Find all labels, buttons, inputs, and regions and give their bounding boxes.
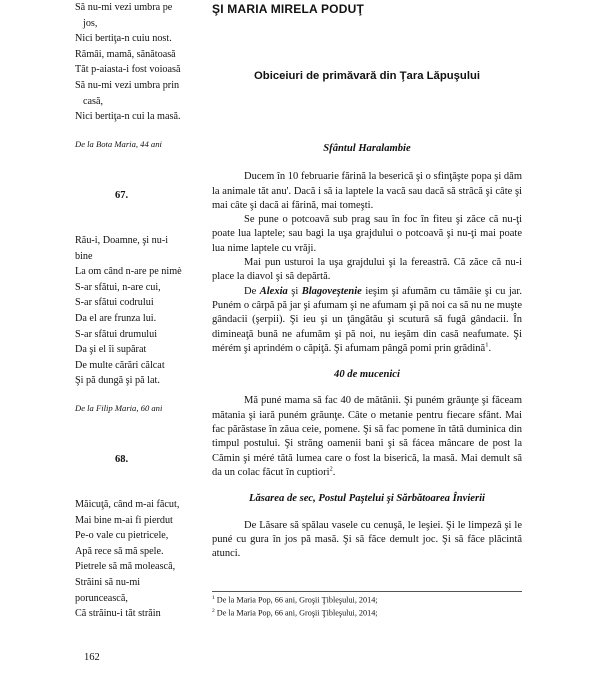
feast-name: Alexia (259, 285, 288, 297)
section-heading: Sfântul Haralambie (323, 143, 411, 154)
poem-line: Mai bine m-ai fi pierdut (75, 514, 173, 526)
poem-line: bine (75, 250, 93, 262)
poem-line: La om când n-are pe nimè (75, 266, 182, 278)
poem-line: Străini să nu-mi (75, 577, 141, 589)
poem-line: Măicuţă, când m-ai făcut, (75, 499, 180, 511)
footnote-ref: 1 (485, 341, 489, 349)
left-column-poems (75, 0, 200, 622)
footnote-text: De la Maria Pop, 66 ani, Groşii Ţibleşului, 2014; (216, 608, 378, 618)
poem-line: Da şi el îi supărat (75, 344, 147, 356)
poem-line: Da el are frunza lui. (75, 312, 157, 324)
poem-line: Nici bertiţa-n cuiu nost. (75, 33, 172, 45)
poem-line: Să nu-mi vezi umbra prin (75, 79, 180, 91)
poem-66-tail (75, 0, 200, 152)
footnote (212, 593, 522, 606)
page-number: 162 (84, 652, 100, 663)
paragraph: De Alexia şi Blagoveştenie ieşim şi afumăm cu tămâie şi cu jar. Puném o cârpă pă jar şi afumam şi ne afumam şi pă noi ca să nu ne muşte gândacii (şerpii). Şi ieu şi un ţângătău şi scutură să fugă gândacii. În dimineaţă bună ne afumăm şi pă noi, nu ieşăm din casă neafumate. Şi mérém şi aprindém o căpiţă. Şi afumam pângă pomi prin grădină$^1$. (212, 285, 522, 354)
main-column (212, 100, 522, 561)
section-heading: Lăsarea de sec, Postul Paştelui şi Sărbătoarea Învierii (248, 493, 485, 505)
poem-line: Că străinu-i tăt străin (75, 608, 161, 620)
feast-name: Blagoveştenie (301, 285, 362, 297)
poem-number: 67. (115, 190, 129, 202)
running-header-author: ŞI MARIA MIRELA PODUŢ (212, 2, 364, 16)
paragraph: Mă puné mama să fac 40 de mătănii. Şi puném grăunţe şi făceam mătania şi iară puném grăunţe. Câte o metanie pentru fiecare sfânt. Mai fac părăstase în zăua ceie, pomene. Şi să fac pomene în tătă duminica din timpul postului. Şi străng oamenii bani şi să fácea mâncare de post la Cămin şi méré tătă lumea care o fost la biserică, la masă. Mai demult să da un colac făcut în cuptiori$^2$. (212, 395, 522, 478)
footnote-text: De la Maria Pop, 66 ani, Groşii Ţibleşului, 2014; (216, 595, 378, 605)
article-title: Obiceiuri de primăvară din Ţara Lăpuşului (254, 70, 480, 82)
poem-line: De multe cărări călcat (75, 359, 165, 371)
poem-line: Rămâi, mamă, sănătoasă (75, 48, 176, 60)
footnotes (212, 591, 522, 619)
text-run: Mă puné mama să fac 40 de mătănii. Şi puném grăunţe şi făceam mătania şi iară puném grăunţe. Câte o metanie pentru fiecare sfânt. Mai fac părăstase în zăua ceie, pomene. Şi să fac pomene în tătă duminica din timpul postului. Şi străng oamenii bani şi să fácea mâncare de post la Cămin şi méré tătă lumea care o fost la biserică, la masă. Mai demult să da un colac făcut în cuptiori (212, 395, 522, 478)
poem-line: jos, (83, 17, 98, 29)
poem-line: Apă rece să mă spele. (75, 545, 164, 557)
poem-line: S-ar sfătui, n-are cui, (75, 281, 161, 293)
paragraph: Mai pun usturoi la uşa grajdului şi la fereastră. Că zăce că nu-i place la diavol şi să depărtă. (212, 257, 522, 283)
poem-line: Nici bertiţa-n cui la masă. (75, 111, 181, 123)
paragraph: Ducem în 10 februarie fărină la beserică şi o sfinţăşte popa şi dăm la animale tăt anu'. Dacă i să ia laptele la vacă sau dacă să strâcă şi câte şi mai câte şi dacă ai fărină, mai tomeşti. (212, 171, 522, 211)
poem-line: casă, (83, 95, 104, 107)
paragraph: De Lăsare să spălau vasele cu cenuşă, le leşiei. Şi le limpezâ şi le puné cu gura în jos pă masă. Şi să făce demult joc. Şi să făce plăcintă atunci. (212, 519, 522, 560)
poem-68 (75, 497, 200, 622)
poem-line: S-ar sfătui drumului (75, 328, 158, 340)
section-heading: 40 de mucenici (334, 369, 400, 381)
poem-67 (75, 233, 200, 417)
paragraph: Se pune o potcoavă sub prag sau în foc în fiteu şi zăce că nu-ţi poate lua laptele; sau bagi la uşa grajdului o potcoavă şi nu-ţi mai poate lua nime laptele cu vrăji. (212, 214, 522, 254)
poem-line: Rău-i, Doamne, şi nu-i (75, 234, 169, 246)
poem-source: De la Filip Maria, 60 ani (75, 402, 163, 413)
footnote-number: 1 (212, 595, 215, 601)
poem-source: De la Bota Maria, 44 ani (75, 138, 162, 149)
text-run: De (244, 285, 260, 297)
poem-line: Pietrele să mă moleascâ, (75, 561, 176, 573)
text-run: şi (287, 285, 302, 297)
poem-line: Tăt p-aiasta-i fost voioasă (75, 64, 181, 76)
footnote-ref: 2 (329, 465, 333, 473)
poem-line: S-ar sfătui codrului (75, 297, 154, 309)
poem-line: Pe-o vale cu pietricele, (75, 530, 169, 542)
poem-line: poruncească, (75, 592, 128, 604)
text-run: ieşim şi afumăm cu tămâie şi cu jar. Puném o cârpă pă jar şi afumam şi ne afumam şi pă noi ca să nu ne muşte gândacii (şerpii). Şi ieu şi un ţângătău şi scutură să fugă gândacii. În dimineaţă bună ne afumăm şi pă noi, nu ieşăm din casă neafumate. Şi mérém şi aprindém o căpiţă. Şi afumam pângă pomi prin grădină (212, 285, 522, 354)
poem-line: Şi pă dungă şi pă lat. (75, 375, 160, 387)
footnote-number: 2 (212, 608, 215, 615)
footnote (212, 606, 522, 619)
poem-line: Să nu-mi vezi umbra pe (75, 2, 173, 13)
poem-number: 68. (115, 454, 129, 466)
